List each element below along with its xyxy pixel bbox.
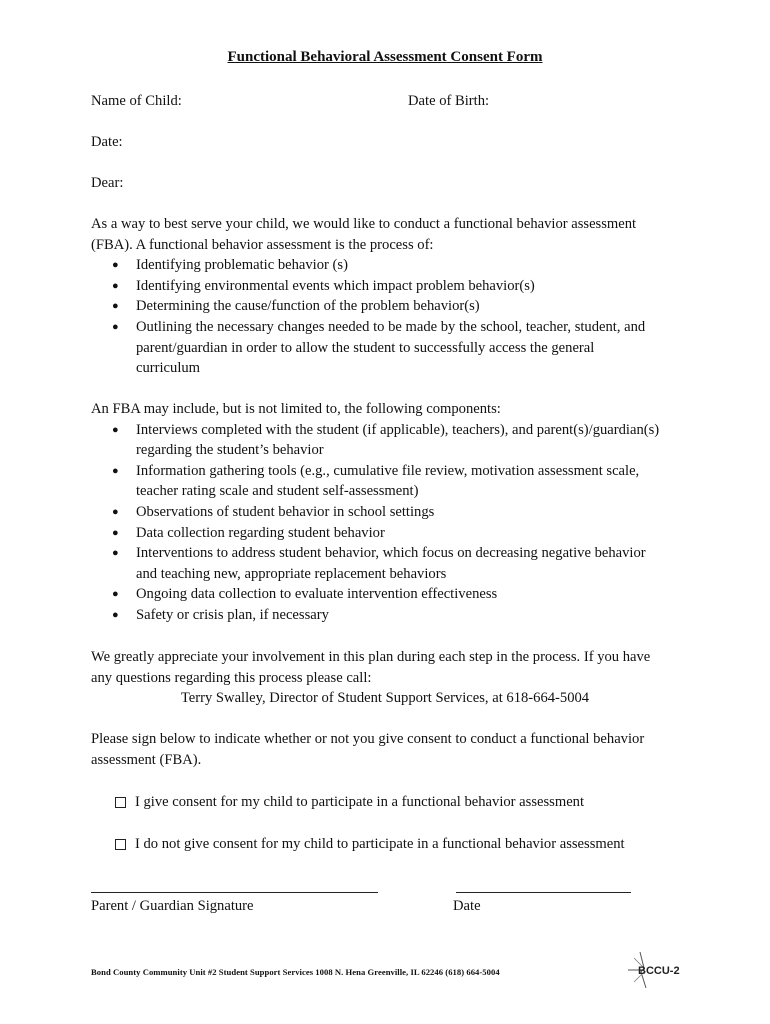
list-item-line: Identifying environmental events which impact problem behavior(s) — [136, 277, 535, 294]
list-item-line: Outlining the necessary changes needed to be made by the school, teacher, student, and — [136, 318, 646, 335]
contact-line: Terry Swalley, Director of Student Support Services, at 618-664-5004 — [180, 690, 590, 706]
list-item-line: regarding the student’s behavior — [136, 442, 324, 459]
list-item-line: Interviews completed with the student (if applicable), teachers), and parent(s)/guardian(s) — [136, 421, 660, 438]
intro-section — [91, 214, 691, 379]
date-label: Date: — [91, 134, 123, 150]
list-item — [91, 523, 691, 544]
list-item — [91, 255, 691, 276]
appreciation-line: We greatly appreciate your involvement in this plan during each step in the process. If you have — [91, 649, 651, 665]
list-item-line: Identifying problematic behavior (s) — [136, 257, 348, 274]
form-title: Functional Behavioral Assessment Consent Form — [227, 49, 543, 65]
bullet-icon: ● — [112, 588, 119, 601]
appreciation-line: any questions regarding this process please call: — [91, 669, 372, 686]
list-item — [91, 296, 691, 317]
sign-instruction-line: assessment (FBA). — [91, 751, 202, 768]
bullet-icon: ● — [112, 300, 119, 313]
sign-instruction-line: Please sign below to indicate whether or not you give consent to conduct a functional behavior — [91, 731, 645, 747]
list-item-line: Interventions to address student behavior, which focus on decreasing negative behavior — [136, 545, 646, 562]
consent-give-checkbox[interactable] — [115, 797, 126, 808]
list-item-line: teacher rating scale and student self-assessment) — [136, 483, 419, 500]
components-intro: An FBA may include, but is not limited to, the following components: — [91, 401, 501, 417]
fba-components-list — [91, 420, 691, 626]
bullet-icon: ● — [112, 464, 119, 477]
consent-not-give-option[interactable] — [115, 834, 625, 855]
consent-give-option[interactable] — [115, 792, 584, 813]
bullet-icon: ● — [112, 279, 119, 292]
list-item-line: Observations of student behavior in school settings — [136, 503, 435, 520]
bullet-icon: ● — [112, 259, 119, 272]
bullet-icon: ● — [112, 423, 119, 436]
bullet-icon: ● — [112, 608, 119, 621]
sign-instruction — [91, 729, 691, 770]
footer-address: Bond County Community Unit #2 Student Support Services 1008 N. Hena Greenville, IL 62246 (618) 664-5004 — [91, 967, 500, 977]
bccu2-logo — [620, 948, 682, 992]
list-item — [91, 461, 691, 502]
list-item-line: parent/guardian in order to allow the student to successfully access the general — [136, 339, 595, 356]
consent-not-give-label: I do not give consent for my child to participate in a functional behavior assessment — [135, 836, 625, 852]
list-item-line: Safety or crisis plan, if necessary — [136, 606, 329, 623]
list-item — [91, 317, 691, 379]
dear-label: Dear: — [91, 175, 124, 191]
fba-process-list — [91, 255, 691, 379]
date-signature-label: Date — [453, 898, 481, 914]
list-item — [91, 502, 691, 523]
intro-line: As a way to best serve your child, we would like to conduct a functional behavior assessment — [91, 216, 637, 232]
list-item-line: Data collection regarding student behavior — [136, 524, 385, 541]
list-item — [91, 584, 691, 605]
bullet-icon: ● — [112, 526, 119, 539]
consent-not-give-checkbox[interactable] — [115, 839, 126, 850]
bullet-icon: ● — [112, 547, 119, 560]
list-item-line: and teaching new, appropriate replacement behaviors — [136, 565, 447, 582]
bccu2-logo-icon — [620, 948, 682, 992]
list-item — [91, 276, 691, 297]
list-item-line: curriculum — [136, 360, 201, 377]
list-item-line: Ongoing data collection to evaluate intervention effectiveness — [136, 586, 498, 603]
components-section — [91, 399, 691, 626]
bullet-icon: ● — [112, 505, 119, 518]
date-of-birth-label: Date of Birth: — [408, 93, 490, 109]
bullet-icon: ● — [112, 320, 119, 333]
list-item — [91, 605, 691, 626]
consent-give-label: I give consent for my child to participate in a functional behavior assessment — [135, 794, 585, 810]
parent-signature-label: Parent / Guardian Signature — [91, 898, 254, 914]
logo-text: BCCU-2 — [638, 965, 680, 977]
intro-line: (FBA). A functional behavior assessment is the process of: — [91, 236, 434, 253]
list-item-line: Determining the cause/function of the problem behavior(s) — [136, 298, 480, 315]
date-signature-line[interactable] — [456, 892, 631, 893]
parent-signature-line[interactable] — [91, 892, 378, 893]
list-item — [91, 420, 691, 461]
list-item-line: Information gathering tools (e.g., cumulative file review, motivation assessment scale, — [136, 462, 640, 479]
name-of-child-label: Name of Child: — [91, 93, 182, 109]
list-item — [91, 543, 691, 584]
appreciation-section — [91, 647, 691, 688]
